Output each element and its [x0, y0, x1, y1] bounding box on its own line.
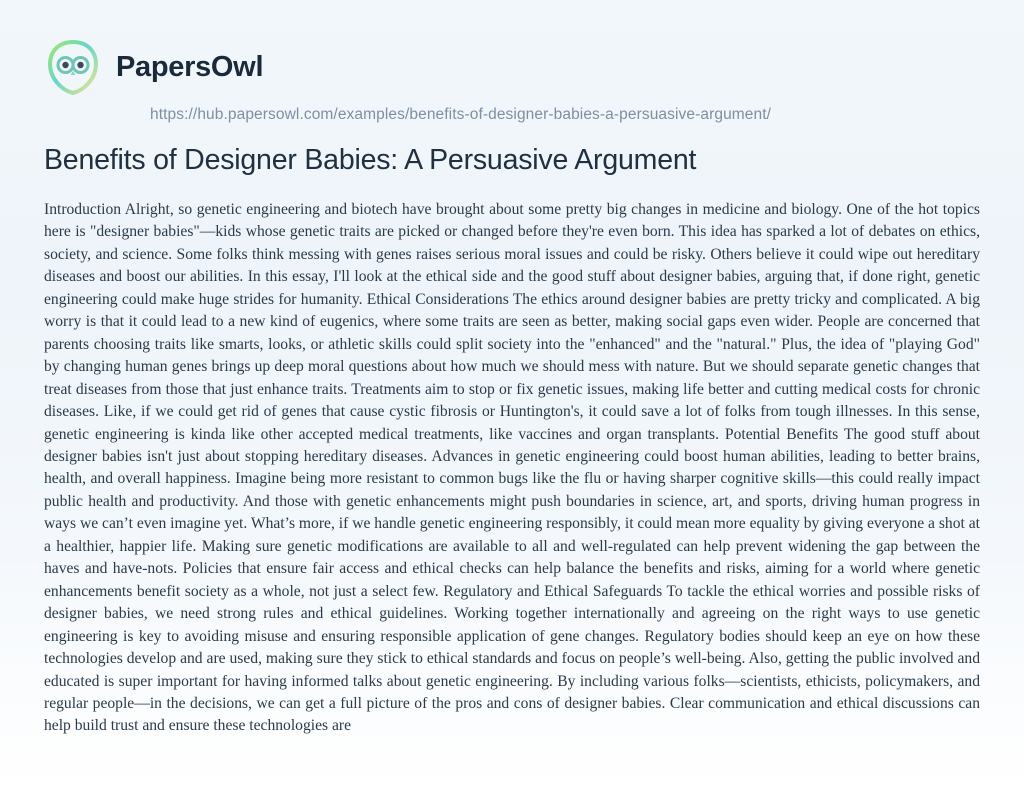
owl-logo-icon	[44, 38, 102, 96]
brand-row[interactable]	[44, 38, 1024, 96]
document-content	[0, 110, 1024, 738]
document-body: Introduction Alright, so genetic engineering and biotech have brought about some pretty big changes in medicine and biology. One of the hot topics here is "designer babies"—kids whose genetic traits are picked or changed before they're even born. This idea has sparked a lot of debates on ethics, society, and science. Some folks think messing with genes raises serious moral issues and could be risky. Others believe it could wipe out hereditary diseases and boost our abilities. In this essay, I'll look at the ethical side and the good stuff about designer babies, arguing that, if done right, genetic engineering could make huge strides for humanity. Ethical Considerations The ethics around designer babies are pretty tricky and complicated. A big worry is that it could lead to a new kind of eugenics, where some traits are seen as better, making social gaps even wider. People are concerned that parents choosing traits like smarts, looks, or athletic skills could split society into the "enhanced" and the "natural." Plus, the idea of "playing God" by changing human genes brings up deep moral questions about how much we should mess with nature. But we should separate genetic changes that treat diseases from those that just enhance traits. Treatments aim to stop or fix genetic issues, making life better and cutting medical costs for chronic diseases. Like, if we could get rid of genes that cause cystic fibrosis or Huntington's, it could save a lot of folks from tough illnesses. In this sense, genetic engineering is kinda like other accepted medical treatments, like vaccines and organ transplants. Potential Benefits The good stuff about designer babies isn't just about stopping hereditary diseases. Advances in genetic engineering could boost human abilities, leading to better brains, health, and overall happiness. Imagine being more resistant to common bugs like the flu or having sharper cognitive skills—this could really impact public health and productivity. And those with genetic enhancements might push boundaries in science, art, and sports, driving human progress in ways we can’t even imagine yet. What’s more, if we handle genetic engineering responsibly, it could mean more equality by giving everyone a shot at a healthier, happier life. Making sure genetic modifications are available to all and well-regulated can help prevent widening the gap between the haves and have-nots. Policies that ensure fair access and ethical checks can help balance the benefits and risks, aiming for a world where genetic enhancements benefit society as a whole, not just a select few. Regulatory and Ethical Safeguards To tackle the ethical worries and possible risks of designer babies, we need strong rules and ethical guidelines. Working together internationally and agreeing on the right ways to use genetic engineering is key to avoiding misuse and ensuring responsible application of gene changes. Regulatory bodies should keep an eye on how these technologies develop and are used, making sure they stick to ethical standards and focus on people’s well-being. Also, getting the public involved and educated is super important for having informed talks about genetic engineering. By including various folks—scientists, ethicists, policymakers, and regular people—in the decisions, we can get a full picture of the pros and cons of designer babies. Clear communication and ethical discussions can help build trust and ensure these technologies are	[44, 201, 980, 735]
brand-name: PapersOwl	[116, 50, 264, 83]
page-title: Benefits of Designer Babies: A Persuasive Argument	[44, 144, 697, 176]
page-url[interactable]: https://hub.papersowl.com/examples/benefits-of-designer-babies-a-persuasive-argument/	[150, 106, 772, 123]
site-header	[0, 0, 1024, 123]
